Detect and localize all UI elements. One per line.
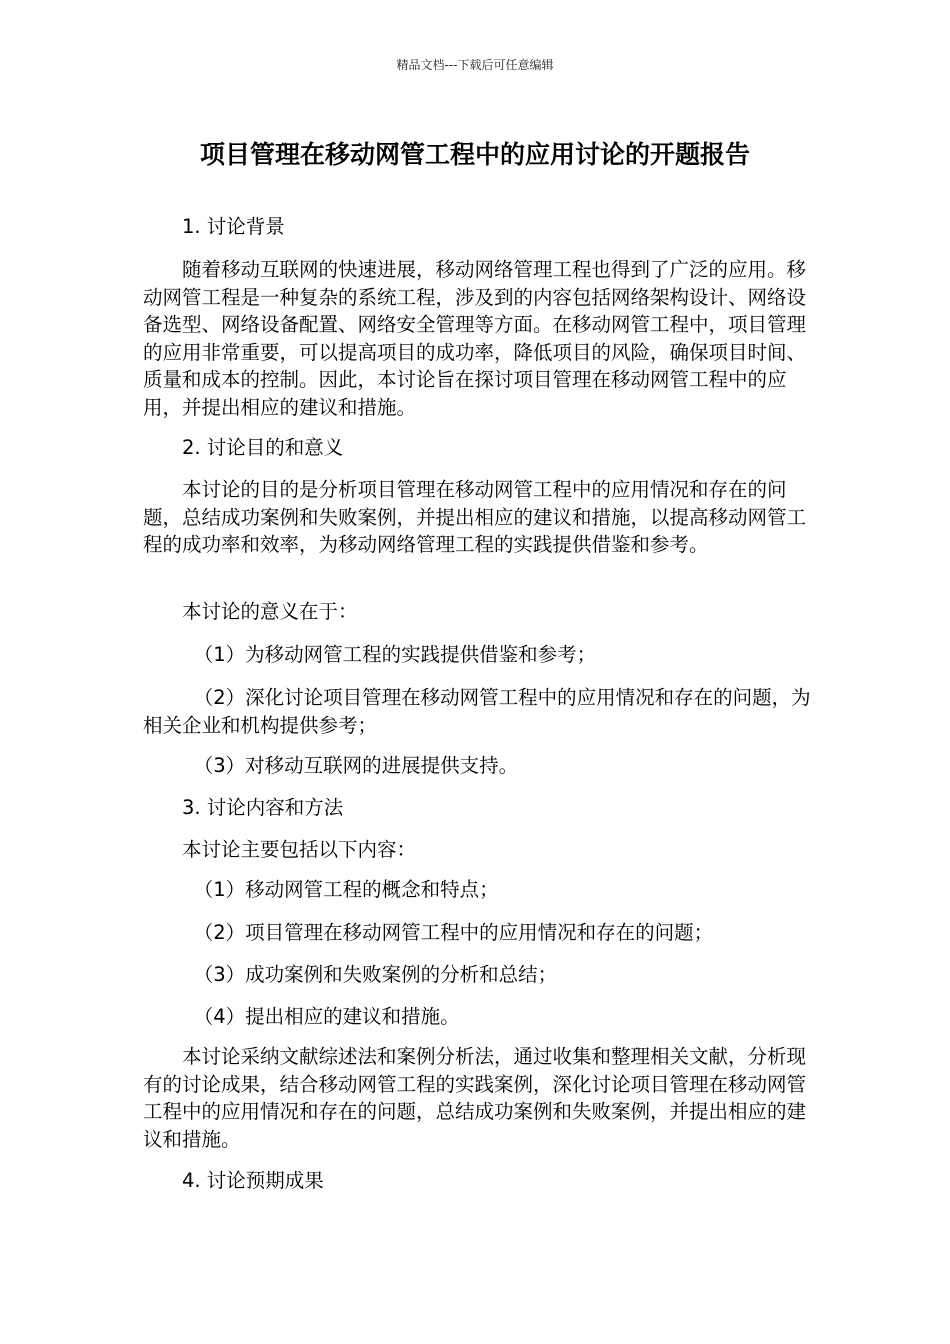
section-heading-background: 1. 讨论背景 <box>182 215 285 238</box>
paragraph-background: 随着移动互联网的快速进展，移动网络管理工程也得到了广泛的应用。移动网管工程是一种复杂的系统工程，涉及到的内容包括网络架构设计、网络设备选型、网络设备配置、网络安全管理等方面。在移动网管工程中，项目管理的应用非常重要，可以提高项目的成功率，降低项目的风险，确保项目时间、质量和成本的控制。因此，本讨论旨在探讨项目管理在移动网管工程中的应用，并提出相应的建议和措施。 <box>143 258 807 419</box>
paragraph-significance-intro: 本讨论的意义在于： <box>182 600 358 623</box>
paragraph-methods: 本讨论采纳文献综述法和案例分析法，通过收集和整理相关文献，分析现有的讨论成果，结合移动网管工程的实践案例，深化讨论项目管理在移动网管工程中的应用情况和存在的问题，总结成功案例和失败案例，并提出相应的建议和措施。 <box>143 1045 807 1151</box>
document-title: 项目管理在移动网管工程中的应用讨论的开题报告 <box>199 140 750 169</box>
section-heading-content: 3. 讨论内容和方法 <box>182 796 344 819</box>
list-item-content-2: （2）项目管理在移动网管工程中的应用情况和存在的问题； <box>193 921 714 944</box>
paragraph-content-intro: 本讨论主要包括以下内容： <box>182 838 417 861</box>
list-item-significance-1: （1）为移动网管工程的实践提供借鉴和参考； <box>193 643 597 666</box>
list-item-content-3: （3）成功案例和失败案例的分析和总结； <box>193 963 558 986</box>
section-heading-purpose: 2. 讨论目的和意义 <box>182 436 344 459</box>
header-note: 精品文档---下载后可任意编辑 <box>396 58 554 72</box>
paragraph-purpose: 本讨论的目的是分析项目管理在移动网管工程中的应用情况和存在的问题，总结成功案例和失败案例，并提出相应的建议和措施，以提高移动网管工程的成功率和效率，为移动网络管理工程的实践提供借鉴和参考。 <box>143 478 807 556</box>
list-item-significance-2: （2）深化讨论项目管理在移动网管工程中的应用情况和存在的问题，为相关企业和机构提供参考； <box>143 686 811 737</box>
list-item-content-1: （1）移动网管工程的概念和特点； <box>193 878 499 901</box>
list-item-content-4: （4）提出相应的建议和措施。 <box>193 1005 460 1028</box>
section-heading-outcomes: 4. 讨论预期成果 <box>182 1169 324 1192</box>
list-item-significance-3: （3）对移动互联网的进展提供支持。 <box>193 754 519 777</box>
